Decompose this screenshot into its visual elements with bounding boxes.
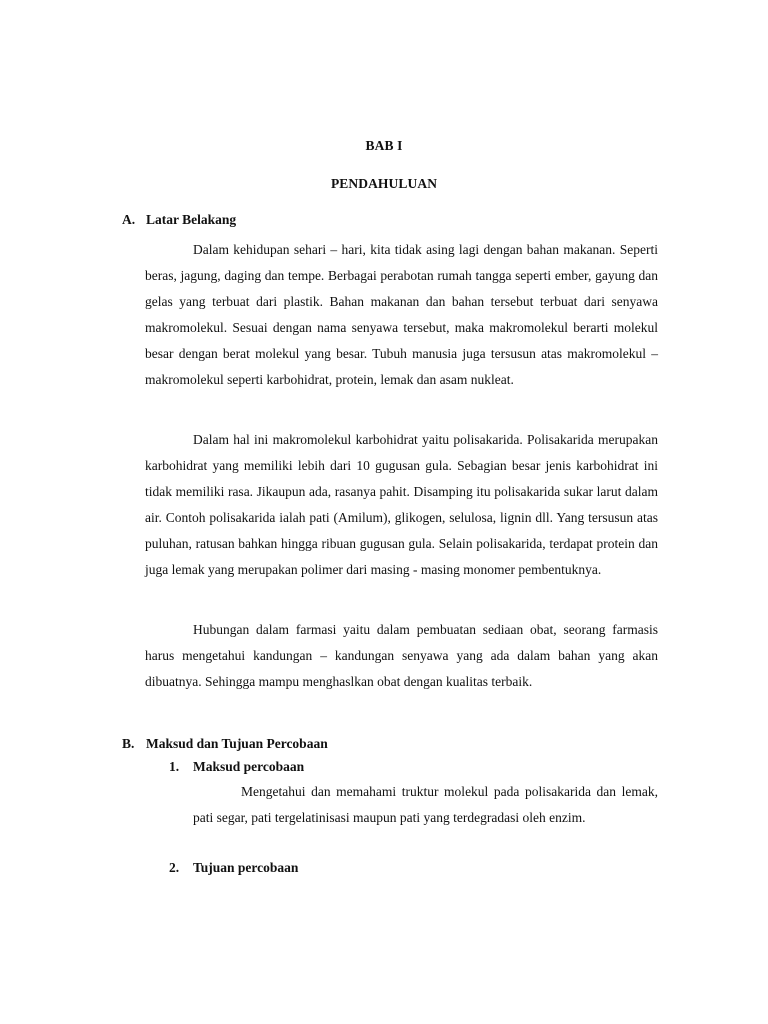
paragraph-2 [145,427,658,583]
subsection-1-heading [169,759,304,775]
subsection-1-paragraph [193,779,658,831]
subsection-1-marker: 1. [169,759,180,774]
section-b-heading [122,736,328,752]
subsection-2-marker: 2. [169,860,180,875]
subsection-2-title: Tujuan percobaan [193,860,299,875]
subsection-1-title: Maksud percobaan [193,759,305,774]
section-a-title: Latar Belakang [146,212,237,227]
subsection-2-heading [169,860,298,876]
section-a-heading [122,212,236,228]
section-b-title: Maksud dan Tujuan Percobaan [146,736,328,751]
paragraph-2-text: Dalam hal ini makromolekul karbohidrat yaitu polisakarida. Polisakarida merupakan karbohidrat yang memiliki lebih dari 10 gugusan gula. Sebagian besar jenis karbohidrat ini tidak memiliki rasa. Jikaupun ada, rasanya pahit. Disamping itu polisakarida sukar larut dalam air. Contoh polisakarida ialah pati (Amilum), glikogen, selulosa, lignin dll. Yang tersusun atas puluhan, ratusan bahkan hingga ribuan gugusan gula. Selain polisakarida, terdapat protein dan juga lemak yang merupakan polimer dari masing - masing monomer pembentuknya. [145,432,658,577]
section-a-marker: A. [122,212,136,227]
paragraph-3-text: Hubungan dalam farmasi yaitu dalam pembuatan sediaan obat, seorang farmasis harus mengetahui kandungan – kandungan senyawa yang ada dalam bahan yang akan dibuatnya. Sehingga mampu menghaslkan obat dengan kualitas terbaik. [145,622,658,689]
chapter-number: BAB I [365,138,403,153]
chapter-title: PENDAHULUAN [330,176,438,191]
paragraph-1-text: Dalam kehidupan sehari – hari, kita tidak asing lagi dengan bahan makanan. Seperti beras, jagung, daging dan tempe. Berbagai perabotan rumah tangga seperti ember, gayung dan gelas yang terbuat dari plastik. Bahan makanan dan bahan tersebut terbuat dari senyawa makromolekul. Sesuai dengan nama senyawa tersebut, maka makromolekul berarti molekul besar dengan berat molekul yang besar. Tubuh manusia juga tersusun atas makromolekul – makromolekul seperti karbohidrat, protein, lemak dan asam nukleat. [145,242,658,387]
subsection-1-text: Mengetahui dan memahami truktur molekul pada polisakarida dan lemak, pati segar, pati tergelatinisasi maupun pati yang terdegradasi oleh enzim. [193,784,658,825]
paragraph-3 [145,617,658,695]
paragraph-1 [145,237,658,393]
section-b-marker: B. [122,736,135,751]
